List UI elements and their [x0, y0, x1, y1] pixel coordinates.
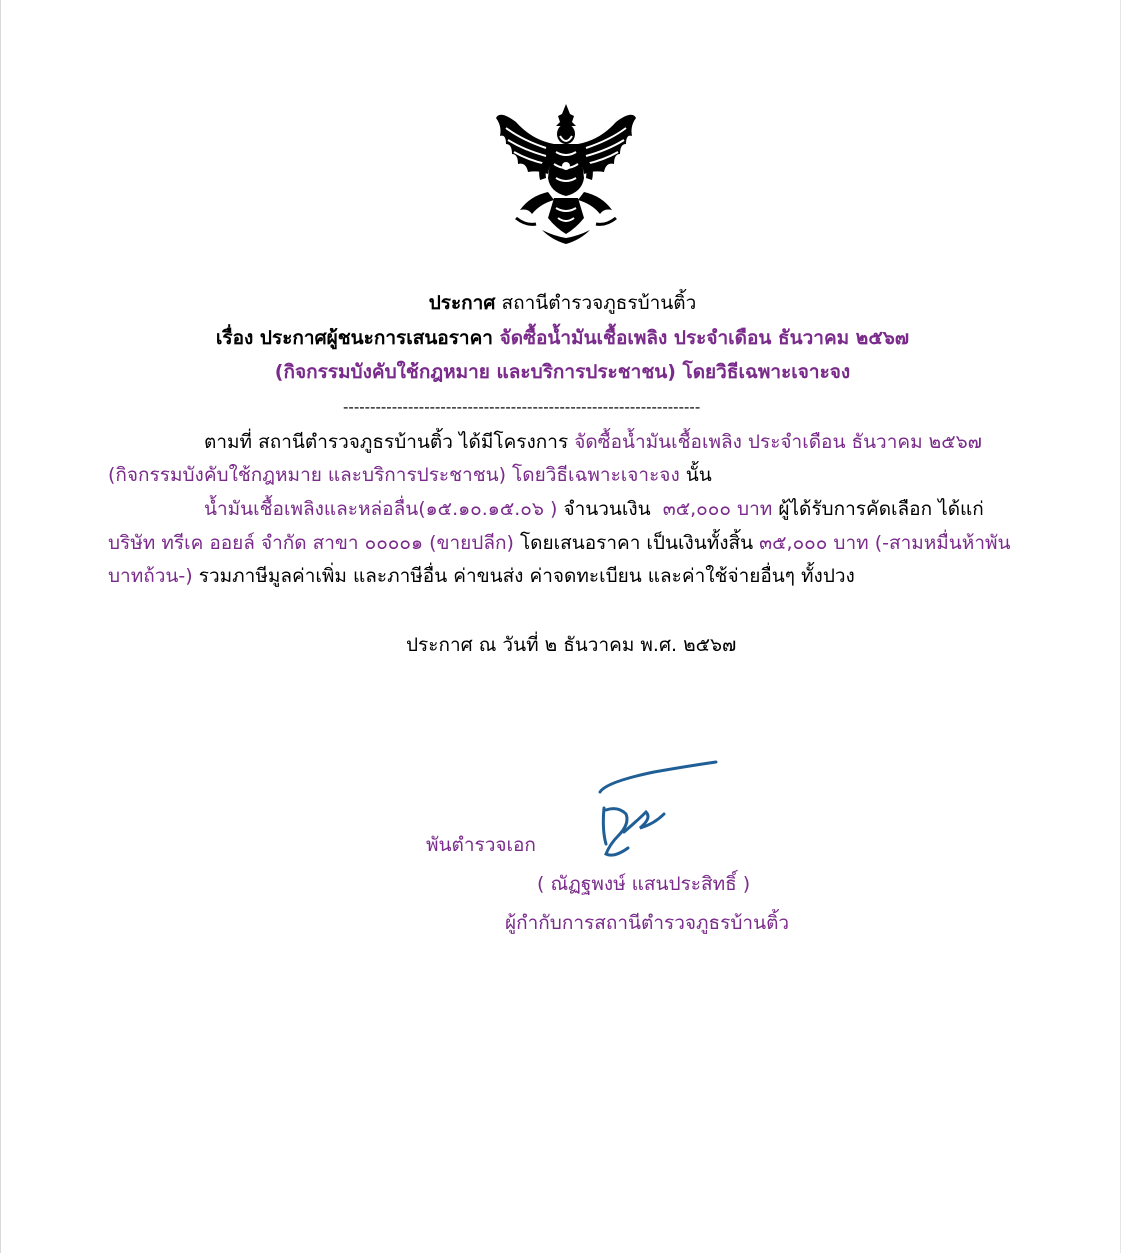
page-edge-left — [0, 0, 1, 1253]
p1-lead: ตามที่ สถานีตำรวจภูธรบ้านติ้ว ได้มีโครงการ — [204, 431, 569, 453]
p4-total-words: บาทถ้วน-) — [108, 565, 193, 587]
p4-rest: รวมภาษีมูลค่าเพิ่ม และภาษีอื่น ค่าขนส่ง ค่าจดทะเบียน และค่าใช้จ่ายอื่นๆ ทั้งปวง — [198, 565, 855, 587]
p1-continuation: (กิจกรรมบังคับใช้กฎหมาย และบริการประชาชน) โดยวิธีเฉพาะเจาะจง — [108, 464, 680, 486]
announcement-heading — [0, 291, 1125, 315]
subject-line — [0, 326, 1125, 350]
p2-amount: ๓๕,๐๐๐ — [662, 498, 731, 520]
subject-title: จัดซื้อน้ำมันเชื้อเพลิง ประจำเดือน ธันวาคม ๒๕๖๗ — [499, 327, 910, 349]
subject-line-2: (กิจกรรมบังคับใช้กฎหมาย และบริการประชาชน) โดยวิธีเฉพาะเจาะจง — [274, 361, 851, 383]
signer-name: ( ณัฏฐพงษ์ แสนประสิทธิ์ ) — [537, 873, 751, 895]
p3-offer: โดยเสนอราคา เป็นเงินทั้งสิ้น — [519, 532, 754, 554]
paragraph-line-4 — [108, 531, 1011, 555]
garuda-emblem-icon — [492, 100, 640, 248]
p3-company: บริษัท ทรีเค ออยล์ จำกัด สาขา ๐๐๐๐๑ (ขายปลีก) — [108, 532, 514, 554]
subject-prefix: เรื่อง ประกาศผู้ชนะการเสนอราคา — [215, 327, 493, 349]
p2-item: น้ำมันเชื้อเพลิงและหล่อลื่น(๑๕.๑๐.๑๕.๐๖ ) — [204, 498, 558, 520]
handwritten-signature — [596, 758, 720, 862]
p1-end: นั้น — [685, 464, 712, 486]
separator-line: ------------------------------------------------------------------ — [343, 398, 701, 416]
agency-name: สถานีตำรวจภูธรบ้านติ้ว — [501, 292, 697, 314]
paragraph-line-2 — [108, 463, 712, 487]
announcement-date: ประกาศ ณ วันที่ ๒ ธันวาคม พ.ศ. ๒๕๖๗ — [406, 634, 737, 656]
p1-project: จัดซื้อน้ำมันเชื้อเพลิง ประจำเดือน ธันวาคม ๒๕๖๗ — [574, 431, 982, 453]
p3-total: ๓๕,๐๐๐ บาท (-สามหมื่นห้าพัน — [759, 532, 1011, 554]
paragraph-line-5 — [108, 564, 855, 588]
paragraph-line-1 — [204, 430, 982, 454]
page-edge-right — [1120, 0, 1121, 1253]
p2-selected: ผู้ได้รับการคัดเลือก ได้แก่ — [778, 498, 984, 520]
paragraph-line-3 — [204, 497, 984, 521]
signer-position: ผู้กำกับการสถานีตำรวจภูธรบ้านติ้ว — [505, 912, 790, 934]
announce-word: ประกาศ — [428, 292, 496, 314]
p2-amount-label: จำนวนเงิน — [563, 498, 651, 520]
signer-rank: พันตำรวจเอก — [426, 834, 536, 856]
p2-currency: บาท — [737, 498, 773, 520]
